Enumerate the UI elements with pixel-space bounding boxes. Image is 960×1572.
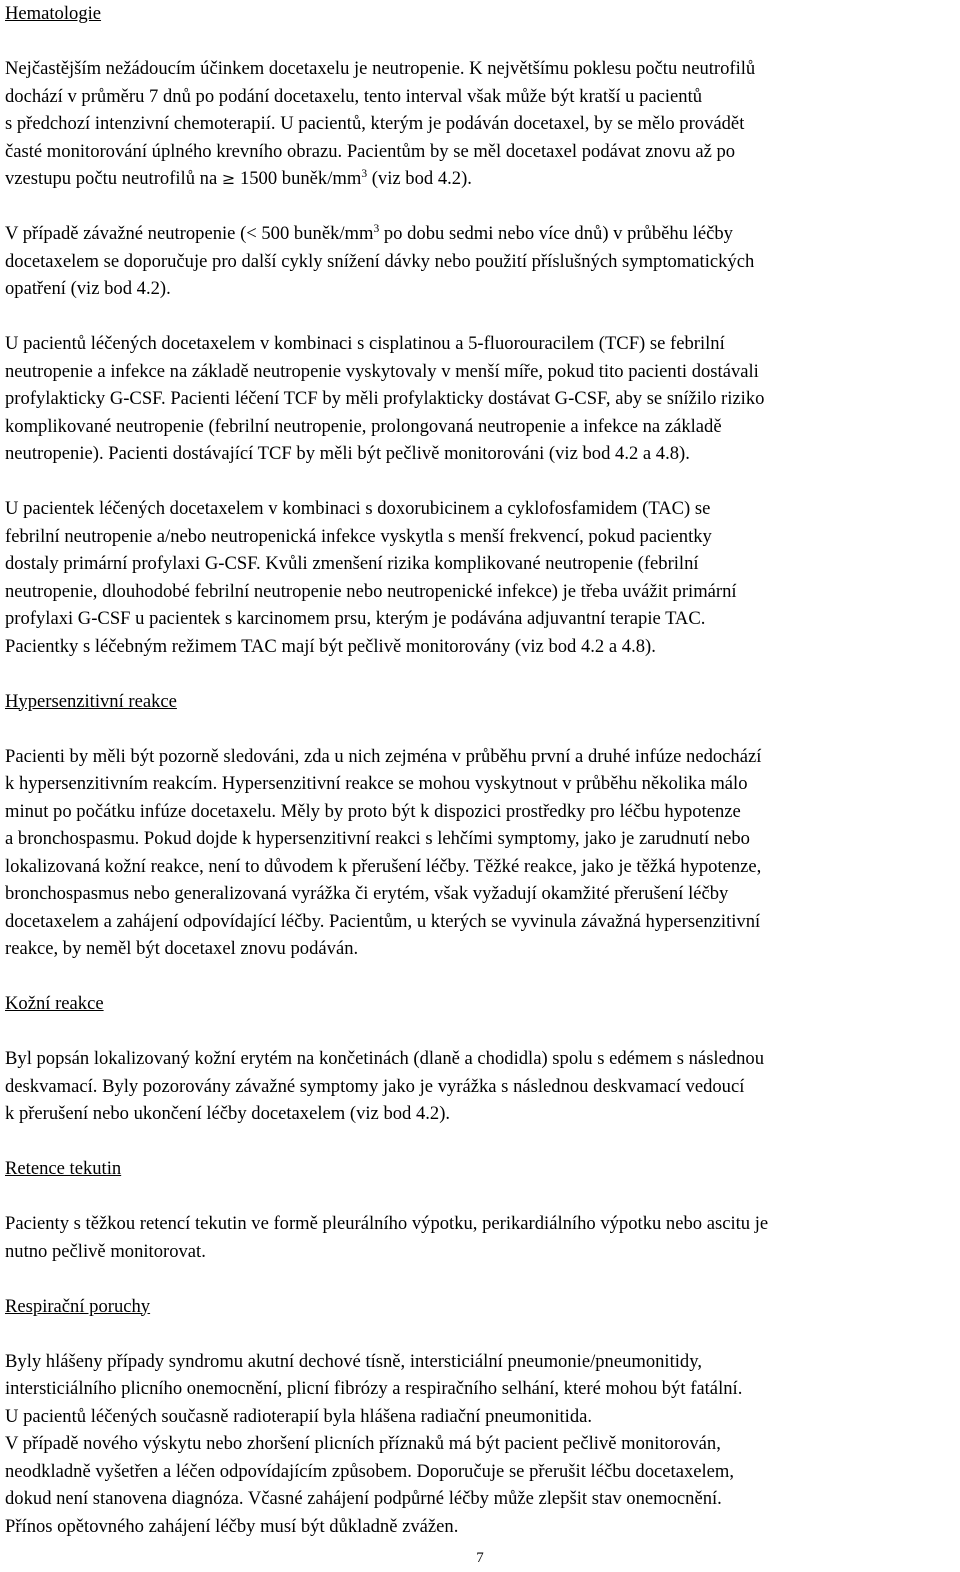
greater-equal-symbol: ≥ [221, 169, 236, 188]
text-line: minut po počátku infúze docetaxelu. Měly by proto být k dispozici prostředky pro léčbu hypotenze [5, 800, 741, 822]
text-line: komplikované neutropenie (febrilní neutropenie, prolongovaná neutropenie a infekce na základě [5, 415, 722, 437]
paragraph-tcf-combination [5, 330, 958, 468]
text-line: Přínos opětovného zahájení léčby musí být důkladně zvážen. [5, 1515, 459, 1537]
paragraph-fluid-retention [5, 1210, 958, 1265]
paragraph-skin-reactions [5, 1045, 958, 1128]
section-heading-retence: Retence tekutin [5, 1158, 122, 1179]
paragraph-respiratory-disorders [5, 1348, 958, 1541]
text-line: docetaxelem a zahájení odpovídající léčby. Pacientům, u kterých se vyvinula závažná hypersenzitivní [5, 910, 761, 932]
superscript: 3 [361, 168, 368, 180]
text-line: opatření (viz bod 4.2). [5, 278, 171, 299]
text-line: Nejčastějším nežádoucím účinkem docetaxelu je neutropenie. K největšímu poklesu počtu neutrofilů [5, 58, 756, 79]
section-heading-respiracni: Respirační poruchy [5, 1295, 151, 1317]
section-heading-hypersenzitivni: Hypersenzitivní reakce [5, 690, 177, 712]
text-line: neutropenie). Pacienti dostávající TCF by měli být pečlivě monitorováni (viz bod 4.2 a 4.8). [5, 443, 690, 464]
text-segment: (viz bod 4.2). [371, 168, 472, 189]
text-line: časté monitorování úplného krevního obrazu. Pacientům by se měl docetaxel podávat znovu až po [5, 140, 736, 162]
text-line: neutropenie, dlouhodobé febrilní neutropenie nebo neutropenické infekce) je třeba uvážit primární [5, 580, 737, 602]
text-line: dostaly primární profylaxi G-CSF. Kvůli zmenšení rizika komplikované neutropenie (febrilní [5, 553, 699, 574]
text-line: neodkladně vyšetřen a léčen odpovídajícím způsobem. Doporučuje se přerušit léčbu docetaxelem, [5, 1460, 735, 1482]
paragraph-severe-neutropenia [5, 220, 958, 303]
text-line: s předchozí intenzivní chemoterapií. U pacientů, kterým je podáván docetaxel, by se mělo provádět [5, 113, 745, 134]
text-segment: vzestupu počtu neutrofilů na [5, 168, 218, 189]
text-line: febrilní neutropenie a/nebo neutropenická infekce vyskytla s menší frekvencí, pokud pacientky [5, 525, 712, 547]
paragraph-hypersensitivity [5, 743, 958, 963]
text-line: Pacienti by měli být pozorně sledováni, zda u nich zejména v průběhu první a druhé infúze nedochází [5, 745, 762, 767]
text-line [5, 220, 958, 248]
text-line: deskvamací. Byly pozorovány závažné symptomy jako je vyrážka s následnou deskvamací vedoucí [5, 1075, 745, 1097]
document-page [5, 0, 958, 1540]
text-line: Byly hlášeny případy syndromu akutní dechové tísně, intersticiální pneumonie/pneumonitidy, [5, 1350, 702, 1372]
text-line: profylaxi G-CSF u pacientek s karcinomem prsu, kterým je podávána adjuvantní terapie TAC. [5, 608, 706, 629]
text-line: U pacientů léčených docetaxelem v kombinaci s cisplatinou a 5-fluorouracilem (TCF) se febrilní [5, 333, 725, 354]
paragraph-neutropenia-monitoring [5, 55, 958, 193]
text-line: lokalizovaná kožní reakce, není to důvodem k přerušení léčby. Těžké reakce, jako je těžká hypotenze, [5, 855, 762, 877]
text-segment: V případě závažné neutropenie (< 500 buněk/mm [5, 223, 374, 244]
text-line: a bronchospasmu. Pokud dojde k hypersenzitivní reakci s lehčími symptomy, jako je zarudnutí nebo [5, 828, 750, 849]
text-segment: 1500 buněk/mm [239, 168, 362, 189]
text-line: neutropenie a infekce na základě neutropenie vyskytovaly v menší míře, pokud tito pacienti dostávali [5, 360, 759, 382]
text-line: Pacienty s těžkou retencí tekutin ve formě pleurálního výpotku, perikardiálního výpotku nebo ascitu je [5, 1213, 769, 1234]
text-line [5, 165, 958, 193]
text-line: V případě nového výskytu nebo zhoršení plicních příznaků má být pacient pečlivě monitorován, [5, 1433, 721, 1454]
section-heading-kozni: Kožní reakce [5, 993, 104, 1014]
text-line: k přerušení nebo ukončení léčby docetaxelem (viz bod 4.2). [5, 1103, 451, 1124]
page-number: 7 [476, 1550, 484, 1566]
text-line: nutno pečlivě monitorovat. [5, 1240, 206, 1262]
text-line: profylakticky G-CSF. Pacienti léčení TCF by měli profylakticky dostávat G-CSF, aby se snížilo riziko [5, 388, 765, 409]
text-line: Byl popsán lokalizovaný kožní erytém na končetinách (dlaně a chodidla) spolu s edémem s následnou [5, 1048, 765, 1069]
paragraph-tac-combination [5, 495, 958, 660]
text-line: dokud není stanovena diagnóza. Včasné zahájení podpůrné léčby může zlepšit stav onemocnění. [5, 1488, 722, 1509]
text-line: k hypersenzitivním reakcím. Hypersenzitivní reakce se mohou vyskytnout v průběhu několika málo [5, 773, 748, 794]
text-line: U pacientek léčených docetaxelem v kombinaci s doxorubicinem a cyklofosfamidem (TAC) se [5, 498, 711, 519]
superscript: 3 [373, 223, 380, 235]
text-line: U pacientů léčených současně radioterapií byla hlášena radiační pneumonitida. [5, 1405, 593, 1427]
text-line: Pacientky s léčebným režimem TAC mají být pečlivě monitorovány (viz bod 4.2 a 4.8). [5, 635, 656, 657]
text-line: dochází v průměru 7 dnů po podání docetaxelu, tento interval však může být kratší u pacientů [5, 85, 703, 107]
text-line: docetaxelem se doporučuje pro další cykly snížení dávky nebo použití příslušných symptomatických [5, 250, 755, 272]
text-line: intersticiálního plicního onemocnění, plicní fibrózy a respiračního selhání, které mohou být fatální. [5, 1378, 743, 1399]
section-heading-hematologie: Hematologie [5, 3, 102, 24]
text-segment: po dobu sedmi nebo více dnů) v průběhu léčby [383, 223, 733, 244]
text-line: bronchospasmus nebo generalizovaná vyrážka či erytém, však vyžadují okamžité přerušení léčby [5, 883, 729, 904]
text-line: reakce, by neměl být docetaxel znovu podáván. [5, 938, 359, 959]
